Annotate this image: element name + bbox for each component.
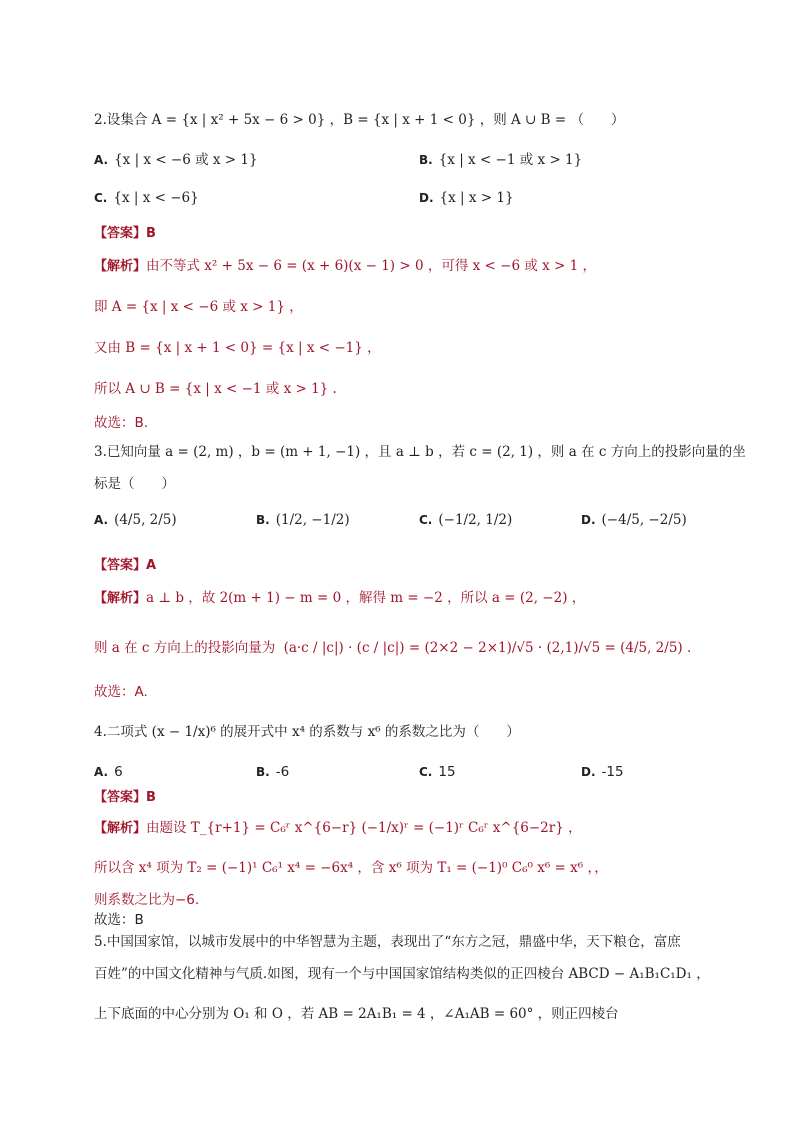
option-text: 15 bbox=[438, 764, 456, 780]
option-text: {x | x < −6} bbox=[113, 190, 199, 206]
q4-option-b[interactable] bbox=[256, 764, 289, 780]
q3-option-d[interactable] bbox=[581, 512, 687, 528]
q4-analysis-2: 所以含 x⁴ 项为 T₂ = (−1)¹ C₆¹ x⁴ = −6x⁴ ，含 x⁶ 项为 T₁ = (−1)⁰ C₆⁰ x⁶ = x⁶ ，， bbox=[94, 860, 608, 876]
option-label: C. bbox=[419, 765, 433, 779]
option-label: D. bbox=[581, 513, 596, 527]
option-text: {x | x > 1} bbox=[439, 190, 514, 206]
option-label: A. bbox=[94, 765, 109, 779]
q3-stem-2: 标是（ ） bbox=[94, 476, 175, 492]
q3-analysis-1 bbox=[94, 586, 585, 606]
q2-analysis-3: 又由 B = {x | x + 1 < 0} = {x | x < −1} ， bbox=[94, 340, 381, 356]
analysis-tag: 【解析】 bbox=[94, 259, 147, 274]
option-label: D. bbox=[419, 191, 434, 205]
q4-option-a[interactable] bbox=[94, 764, 123, 780]
option-label: C. bbox=[419, 513, 433, 527]
option-label: B. bbox=[256, 765, 270, 779]
q4-analysis-3: 则系数之比为−6. bbox=[94, 892, 200, 908]
q2-stem: 2.设集合 A = {x | x² + 5x − 6 > 0} ，B = {x | x + 1 < 0} ，则 A ∪ B = （ ） bbox=[94, 112, 625, 128]
option-label: B. bbox=[256, 513, 270, 527]
q3-option-b[interactable] bbox=[256, 512, 350, 528]
analysis-formula: (a·c / |c|) · (c / |c|) = (2×2 − 2×1)/√5 · (2,1)/√5 = (4/5, 2/5) . bbox=[283, 640, 692, 656]
option-text: -15 bbox=[601, 764, 624, 780]
option-label: C. bbox=[94, 191, 108, 205]
q4-analysis-1 bbox=[94, 816, 582, 836]
q2-option-d[interactable] bbox=[419, 190, 514, 206]
q2-option-c[interactable] bbox=[94, 190, 199, 206]
q3-stem-1: 3.已知向量 a = (2, m) ，b = (m + 1, −1) ，且 a ⊥ b ，若 c = (2, 1) ，则 a 在 c 方向上的投影向量的坐 bbox=[94, 444, 746, 460]
option-text: -6 bbox=[275, 764, 290, 780]
q3-analysis-2 bbox=[94, 636, 691, 656]
option-label: D. bbox=[581, 765, 596, 779]
option-text: {x | x < −6 或 x > 1} bbox=[114, 152, 258, 168]
q4-option-d[interactable] bbox=[581, 764, 624, 780]
option-label: A. bbox=[94, 513, 109, 527]
q2-choice: 故选：B. bbox=[94, 415, 149, 431]
q2-option-b[interactable] bbox=[419, 148, 582, 168]
q4-answer: 【答案】B bbox=[94, 790, 156, 805]
q4-stem: 4.二项式 (x − 1/x)⁶ 的展开式中 x⁴ 的系数与 x⁶ 的系数之比为（ ） bbox=[94, 724, 520, 740]
q3-option-a[interactable] bbox=[94, 512, 177, 528]
option-label: B. bbox=[419, 153, 433, 167]
q2-analysis-4: 所以 A ∪ B = {x | x < −1 或 x > 1} . bbox=[94, 381, 337, 397]
option-text: (1/2, −1/2) bbox=[275, 512, 350, 528]
option-text: (−1/2, 1/2) bbox=[438, 512, 513, 528]
analysis-prefix: 则 a 在 c 方向上的投影向量为 bbox=[94, 640, 276, 656]
analysis-text: 由不等式 x² + 5x − 6 = (x + 6)(x − 1) > 0 ，可得 x < −6 或 x > 1 ， bbox=[146, 258, 597, 274]
q2-answer: 【答案】B bbox=[94, 226, 156, 241]
q2-option-a[interactable] bbox=[94, 148, 258, 168]
option-label: A. bbox=[94, 153, 109, 167]
q2-analysis-2: 即 A = {x | x < −6 或 x > 1} ， bbox=[94, 299, 303, 315]
q4-option-c[interactable] bbox=[419, 764, 456, 780]
q5-line-2: 百姓”的中国文化精神与气质.如图，现有一个与中国国家馆结构类似的正四棱台 ABCD − A₁B₁C₁D₁ ， bbox=[94, 966, 710, 982]
analysis-text: a ⊥ b ，故 2(m + 1) − m = 0 ，解得 m = −2 ，所以 a = (2, −2) ， bbox=[146, 590, 586, 606]
option-text: {x | x < −1 或 x > 1} bbox=[438, 152, 583, 168]
q5-line-3: 上下底面的中心分别为 O₁ 和 O ，若 AB = 2A₁B₁ = 4 ，∠A₁AB = 60° ，则正四棱台 bbox=[94, 1006, 619, 1022]
q5-line-1: 5.中国国家馆，以城市发展中的中华智慧为主题，表现出了“东方之冠，鼎盛中华，天下粮仓，富庶 bbox=[94, 934, 681, 950]
q4-choice: 故选：B bbox=[94, 912, 144, 928]
option-text: (−4/5, −2/5) bbox=[601, 512, 687, 528]
option-text: 6 bbox=[114, 764, 123, 780]
option-text: (4/5, 2/5) bbox=[114, 512, 177, 528]
q3-answer: 【答案】A bbox=[94, 558, 157, 573]
q3-option-c[interactable] bbox=[419, 512, 512, 528]
analysis-tag: 【解析】 bbox=[94, 821, 147, 836]
analysis-text: 由题设 T_{r+1} = C₆ʳ x^{6−r} (−1/x)ʳ = (−1)ʳ C₆ʳ x^{6−2r} ， bbox=[146, 820, 582, 836]
q3-choice: 故选：A. bbox=[94, 684, 148, 700]
q2-analysis-1 bbox=[94, 254, 596, 274]
analysis-tag: 【解析】 bbox=[94, 591, 147, 606]
